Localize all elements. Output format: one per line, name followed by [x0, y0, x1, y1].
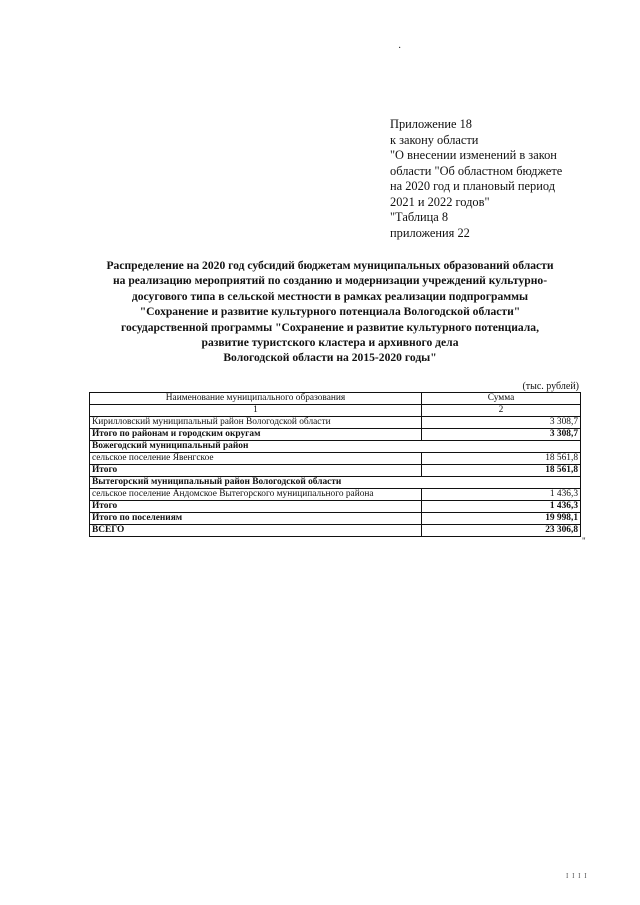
- appendix-line: на 2020 год и плановый период: [390, 179, 555, 193]
- row-name: Итого: [90, 465, 422, 477]
- appendix-line: приложения 22: [390, 225, 470, 240]
- row-sum: 1 436,3: [422, 489, 581, 501]
- table-row-subtotal: [90, 513, 581, 525]
- document-title: [80, 258, 580, 366]
- appendix-block: [390, 117, 620, 241]
- row-sum: 23 306,8: [422, 525, 581, 537]
- row-sum: 1 436,3: [422, 501, 581, 513]
- row-name: Итого по районам и городским округам: [90, 429, 422, 441]
- table-row: [90, 417, 581, 429]
- table-row-total: [90, 525, 581, 537]
- row-group-name: Вытегорский муниципальный район Вологодской области: [90, 477, 581, 489]
- table-header-row: [90, 393, 581, 405]
- title-line: государственной программы "Сохранение и развитие культурного потенциала,: [121, 320, 539, 334]
- row-name: ВСЕГО: [90, 525, 422, 537]
- header-sum: Сумма: [422, 393, 581, 405]
- column-number: 2: [422, 405, 581, 417]
- appendix-line: 2021 и 2022 годов": [390, 194, 490, 209]
- appendix-line: Приложение 18: [390, 117, 472, 131]
- title-line: развитие туристского кластера и архивного дела: [201, 336, 459, 350]
- appendix-line: области "Об областном бюджете: [390, 163, 563, 178]
- header-mark: ·: [398, 43, 402, 54]
- title-line: досугового типа в сельской местности в рамках реализации подпрограммы: [131, 289, 529, 303]
- table-row-subtotal: [90, 429, 581, 441]
- row-name: Итого: [90, 501, 422, 513]
- subsidy-table: [89, 392, 581, 537]
- row-name: сельское поселение Андомское Вытегорского муниципального района: [90, 489, 422, 501]
- header-name: Наименование муниципального образования: [90, 393, 422, 405]
- table-column-numbers-row: [90, 405, 581, 417]
- row-sum: 3 308,7: [422, 417, 581, 429]
- table-row: [90, 453, 581, 465]
- row-name: Кирилловский муниципальный район Вологодской области: [90, 417, 422, 429]
- column-number: 1: [90, 405, 422, 417]
- appendix-line: к закону области: [390, 132, 479, 147]
- row-name: Итого по поселениям: [90, 513, 422, 525]
- table-row-subtotal: [90, 465, 581, 477]
- closing-quote: ": [582, 536, 586, 546]
- title-line: "Сохранение и развитие культурного потенциала Вологодской области": [139, 305, 521, 319]
- row-sum: 18 561,8: [422, 453, 581, 465]
- row-sum: 3 308,7: [422, 429, 581, 441]
- table-row-subtotal: [90, 501, 581, 513]
- title-line: на реализацию мероприятий по созданию и модернизации учреждений культурно-: [112, 274, 548, 288]
- row-sum: 19 998,1: [422, 513, 581, 525]
- title-line: Вологодской области на 2015-2020 годы": [223, 351, 437, 365]
- title-line: Распределение на 2020 год субсидий бюджетам муниципальных образований области: [106, 259, 554, 272]
- table-row-group: [90, 477, 581, 489]
- units-label: (тыс. рублей): [522, 381, 579, 392]
- row-sum: 18 561,8: [422, 465, 581, 477]
- appendix-line: "Таблица 8: [390, 210, 449, 224]
- row-group-name: Вожегодский муниципальный район: [90, 441, 581, 453]
- appendix-line: "О внесении изменений в закон: [390, 148, 557, 162]
- row-name: сельское поселение Явенгское: [90, 453, 422, 465]
- page-mark: I I I I: [566, 872, 588, 880]
- table-row: [90, 489, 581, 501]
- table-row-group: [90, 441, 581, 453]
